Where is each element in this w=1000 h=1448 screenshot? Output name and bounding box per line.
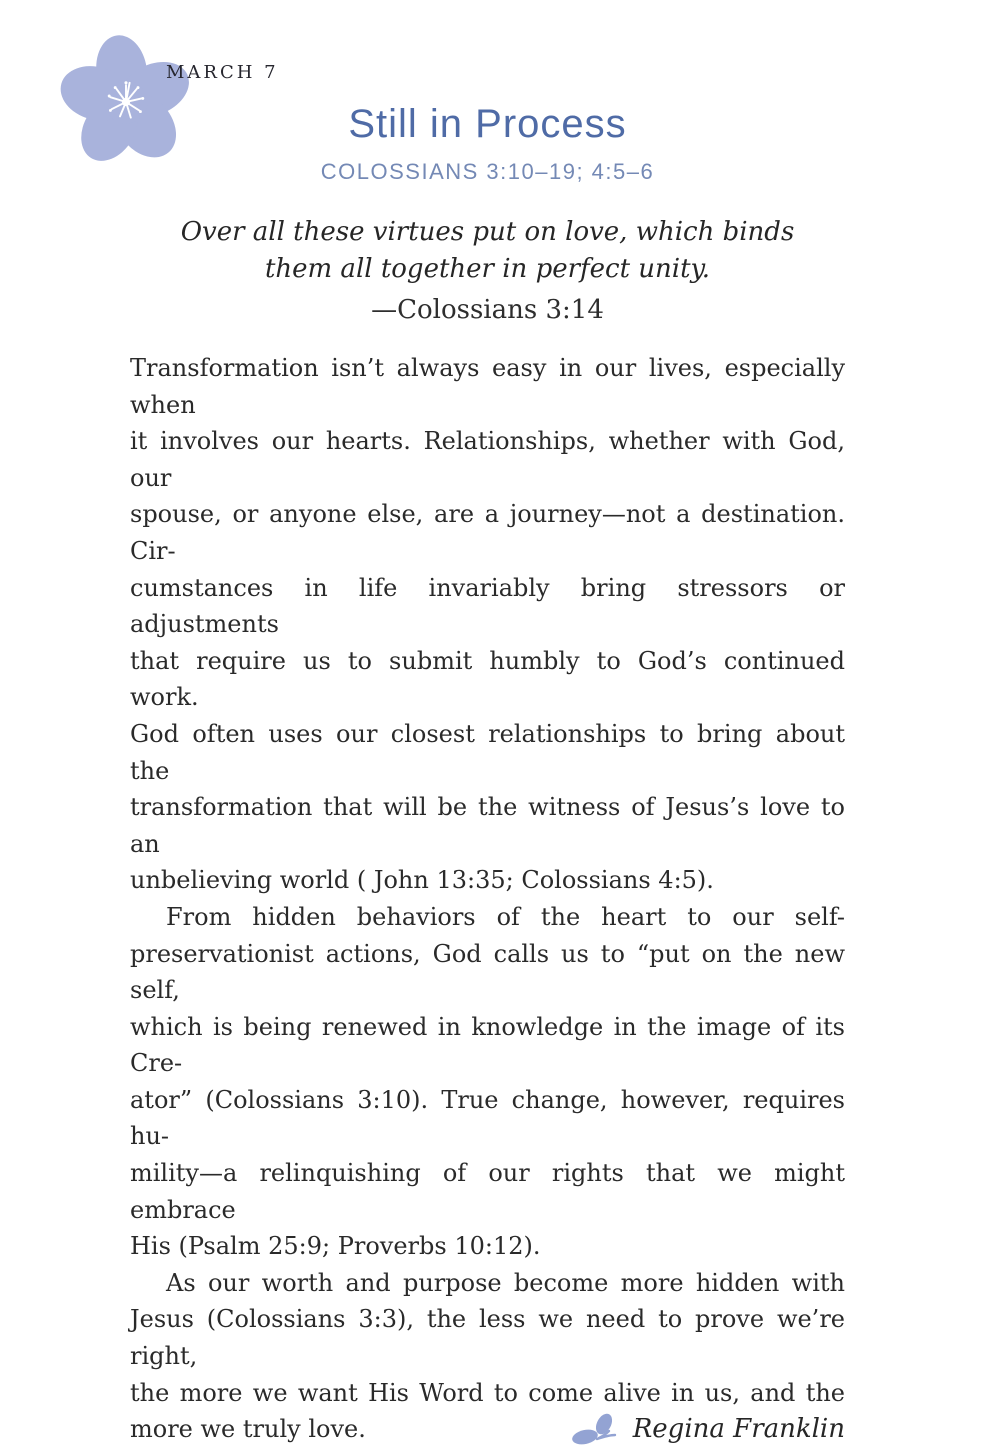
body-line: unbelieving world ( John 13:35; Colossians 4:5). bbox=[130, 866, 714, 895]
body-line: preservationist actions, God calls us to “put on the new self, bbox=[130, 939, 845, 1005]
body-line: that require us to submit humbly to God’s continued work. bbox=[130, 646, 845, 712]
body-line: Transformation isn’t always easy in our lives, especially when bbox=[130, 354, 845, 419]
closing-line-row bbox=[130, 1411, 845, 1448]
page-content bbox=[130, 0, 845, 1448]
author-name: Regina Franklin bbox=[632, 1414, 845, 1445]
epigraph-line: Over all these virtues put on love, which binds bbox=[180, 217, 795, 247]
author-signature bbox=[571, 1411, 845, 1448]
body-line: ator” (Colossians 3:10). True change, however, requires hu- bbox=[130, 1085, 845, 1151]
body-line: it involves our hearts. Relationships, whether with God, our bbox=[130, 427, 845, 492]
scripture-reference: COLOSSIANS 3:10–19; 4:5–6 bbox=[320, 159, 655, 184]
body-line: God often uses our closest relationships to bring about the bbox=[130, 719, 845, 785]
page-title: Still in Process bbox=[348, 102, 627, 146]
body-line: From hidden behaviors of the heart to our self- bbox=[166, 902, 845, 931]
epigraph bbox=[130, 214, 845, 328]
body-line: the more we want His Word to come alive in us, and the bbox=[130, 1378, 845, 1407]
flower-icon bbox=[66, 42, 186, 162]
devotional-body bbox=[130, 350, 845, 1448]
body-line: As our worth and purpose become more hidden with bbox=[166, 1268, 845, 1297]
body-line: His (Psalm 25:9; Proverbs 10:12). bbox=[130, 1232, 541, 1261]
body-line: spouse, or anyone else, are a journey—not a destination. Cir- bbox=[130, 500, 845, 565]
body-line: mility—a relinquishing of our rights that we might embrace bbox=[130, 1159, 845, 1224]
closing-line: more we truly love. bbox=[130, 1415, 366, 1444]
body-line: Jesus (Colossians 3:3), the less we need to prove we’re right, bbox=[130, 1305, 845, 1371]
body-line: transformation that will be the witness of Jesus’s love to an bbox=[130, 793, 845, 858]
epigraph-line: them all together in perfect unity. bbox=[264, 254, 711, 284]
leaf-icon bbox=[571, 1413, 623, 1447]
date-label: MARCH 7 bbox=[166, 62, 279, 83]
epigraph-attribution: —Colossians 3:14 bbox=[371, 295, 604, 325]
body-line: which is being renewed in knowledge in the image of its Cre- bbox=[130, 1012, 845, 1078]
body-line: cumstances in life invariably bring stressors or adjustments bbox=[130, 573, 845, 639]
